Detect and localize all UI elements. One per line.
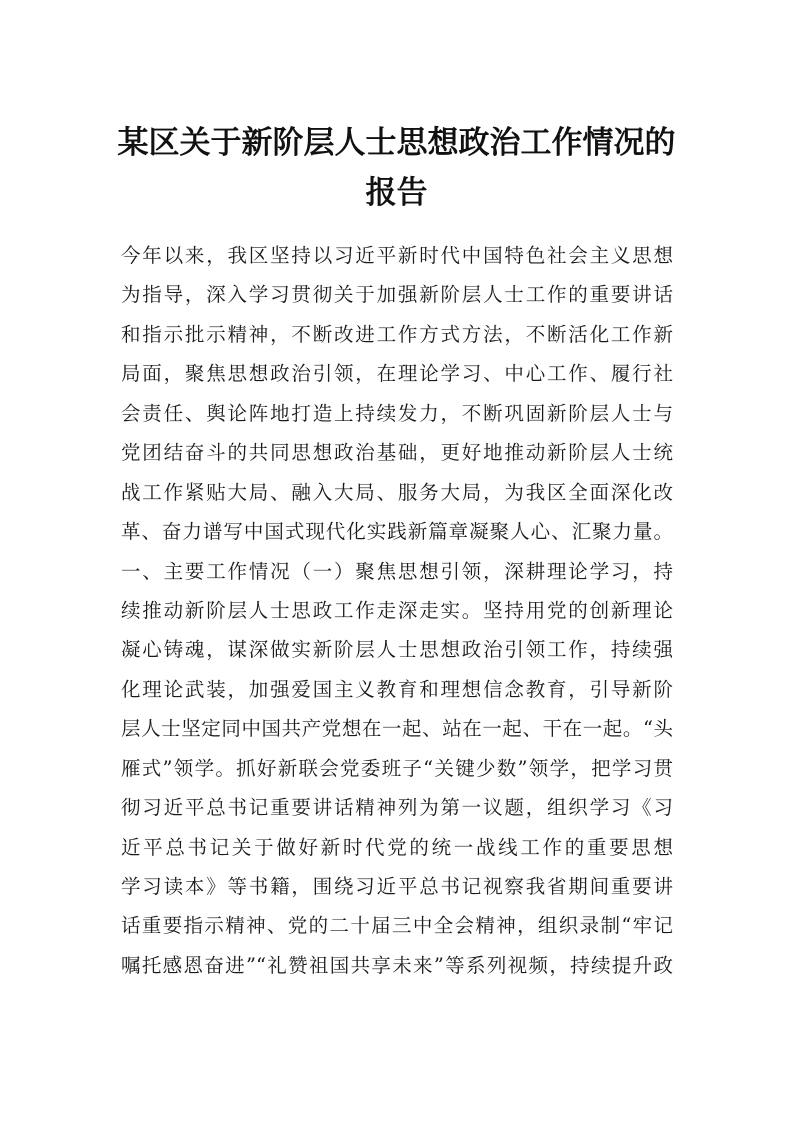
body-line: 局面，聚焦思想政治引领，在理论学习、中心工作、履行社 — [121, 362, 673, 386]
body-line: 会责任、舆论阵地打造上持续发力，不断巩固新阶层人士与 — [121, 401, 673, 425]
body-line: 革、奋力谱写中国式现代化实践新篇章凝聚人心、汇聚力量。 — [121, 520, 673, 544]
body-line: 党团结奋斗的共同思想政治基础，更好地推动新阶层人士统 — [121, 441, 673, 465]
body-line: 学习读本》等书籍，围绕习近平总书记视察我省期间重要讲 — [121, 875, 673, 898]
body-line: 和指示批示精神，不断改进工作方式方法，不断活化工作新 — [121, 322, 673, 346]
body-line: 今年以来，我区坚持以习近平新时代中国特色社会主义思想 — [121, 244, 673, 267]
body-line: 为指导，深入学习贯彻关于加强新阶层人士工作的重要讲话 — [121, 283, 673, 307]
body-line: 嘱托感恩奋进”“礼赞祖国共享未来”等系列视频，持续提升政 — [121, 953, 673, 977]
document-title-line-1: 某区关于新阶层人士思想政治工作情况的 — [117, 125, 676, 161]
body-line: 雁式”领学。抓好新联会党委班子“关键少数”领学，把学习贯 — [121, 756, 673, 780]
body-line: 一、主要工作情况（一）聚焦思想引领，深耕理论学习，持 — [121, 559, 673, 583]
body-line: 凝心铸魂，谋深做实新阶层人士思想政治引领工作，持续强 — [121, 638, 673, 662]
body-line: 话重要指示精神、党的二十届三中全会精神，组织录制“牢记 — [121, 914, 673, 938]
body-line: 战工作紧贴大局、融入大局、服务大局，为我区全面深化改 — [121, 480, 673, 504]
body-line: 近平总书记关于做好新时代党的统一战线工作的重要思想 — [121, 835, 673, 859]
body-line: 化理论武装，加强爱国主义教育和理想信念教育，引导新阶 — [121, 677, 673, 701]
document-title — [100, 118, 693, 218]
document-body — [121, 236, 673, 985]
document-title-line-2: 报告 — [365, 175, 428, 211]
body-line: 续推动新阶层人士思政工作走深走实。坚持用党的创新理论 — [121, 598, 673, 622]
body-line: 层人士坚定同中国共产党想在一起、站在一起、干在一起。“头 — [121, 717, 673, 741]
body-line: 彻习近平总书记重要讲话精神列为第一议题，组织学习《习 — [121, 796, 673, 820]
